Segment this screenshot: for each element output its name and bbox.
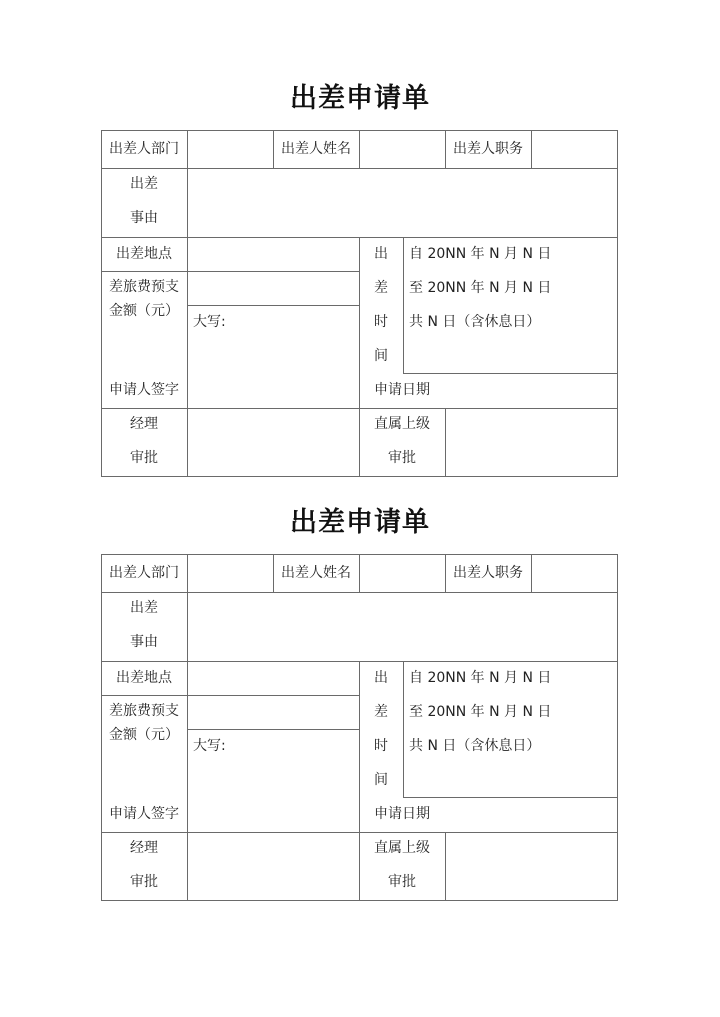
time-label-char: 时 [374,738,388,754]
form-title: 出差申请单 [290,507,430,538]
time-label-char: 间 [374,348,388,364]
budget-label-line-2: 金额（元） [109,303,179,319]
dept-label: 出差人部门 [109,141,179,157]
row-divider [101,695,359,696]
col-divider [359,130,360,168]
place-label: 出差地点 [116,246,172,262]
supervisor-label-line-1: 直属上级 [374,840,430,856]
time-label-char: 差 [374,280,388,296]
col-divider [445,832,446,900]
row-divider [403,797,617,798]
table-border-right [617,130,618,476]
position-label: 出差人职务 [453,141,523,157]
time-label-char: 出 [374,246,388,262]
row-divider [187,729,359,730]
col-divider [403,661,404,797]
apply-date-label: 申请日期 [374,382,430,398]
applicant-sign-label: 申请人签字 [109,382,179,398]
col-divider [531,554,532,592]
apply-date-label: 申请日期 [374,806,430,822]
travel-request-form-2 [0,503,720,903]
budget-label-line-1: 差旅费预支 [109,279,179,295]
name-label: 出差人姓名 [281,141,351,157]
date-total: 共 N 日（含休息日） [409,738,541,754]
supervisor-label-line-2: 审批 [388,450,416,466]
time-label-char: 出 [374,670,388,686]
applicant-sign-label: 申请人签字 [109,806,179,822]
table-border-right [617,554,618,900]
col-divider [531,130,532,168]
reason-label-line-1: 出差 [130,600,158,616]
date-to: 至 20NN 年 N 月 N 日 [409,280,552,296]
date-total: 共 N 日（含休息日） [409,314,541,330]
col-divider [403,237,404,373]
form-title: 出差申请单 [290,83,430,114]
reason-label-line-2: 事由 [130,634,158,650]
capital-amount-label: 大写: [193,738,226,754]
position-label: 出差人职务 [453,565,523,581]
supervisor-label-line-2: 审批 [388,874,416,890]
reason-label-line-2: 事由 [130,210,158,226]
name-label: 出差人姓名 [281,565,351,581]
time-label-char: 差 [374,704,388,720]
col-divider [359,554,360,592]
budget-label-line-1: 差旅费预支 [109,703,179,719]
date-from: 自 20NN 年 N 月 N 日 [409,670,552,686]
form-table [101,130,617,476]
time-label-char: 时 [374,314,388,330]
form-table [101,554,617,900]
dept-label: 出差人部门 [109,565,179,581]
manager-label-line-2: 审批 [130,450,158,466]
row-divider [101,592,617,593]
row-divider [101,271,359,272]
supervisor-label-line-1: 直属上级 [374,416,430,432]
manager-label-line-1: 经理 [130,840,158,856]
table-border-bottom [101,900,618,901]
col-divider [445,408,446,476]
col-divider [187,130,188,476]
place-label: 出差地点 [116,670,172,686]
date-to: 至 20NN 年 N 月 N 日 [409,704,552,720]
manager-label-line-2: 审批 [130,874,158,890]
table-border-bottom [101,476,618,477]
date-from: 自 20NN 年 N 月 N 日 [409,246,552,262]
capital-amount-label: 大写: [193,314,226,330]
row-divider [187,305,359,306]
manager-label-line-1: 经理 [130,416,158,432]
travel-request-form-1 [0,79,720,479]
row-divider [101,168,617,169]
row-divider [403,373,617,374]
col-divider [187,554,188,900]
budget-label-line-2: 金额（元） [109,727,179,743]
reason-label-line-1: 出差 [130,176,158,192]
time-label-char: 间 [374,772,388,788]
